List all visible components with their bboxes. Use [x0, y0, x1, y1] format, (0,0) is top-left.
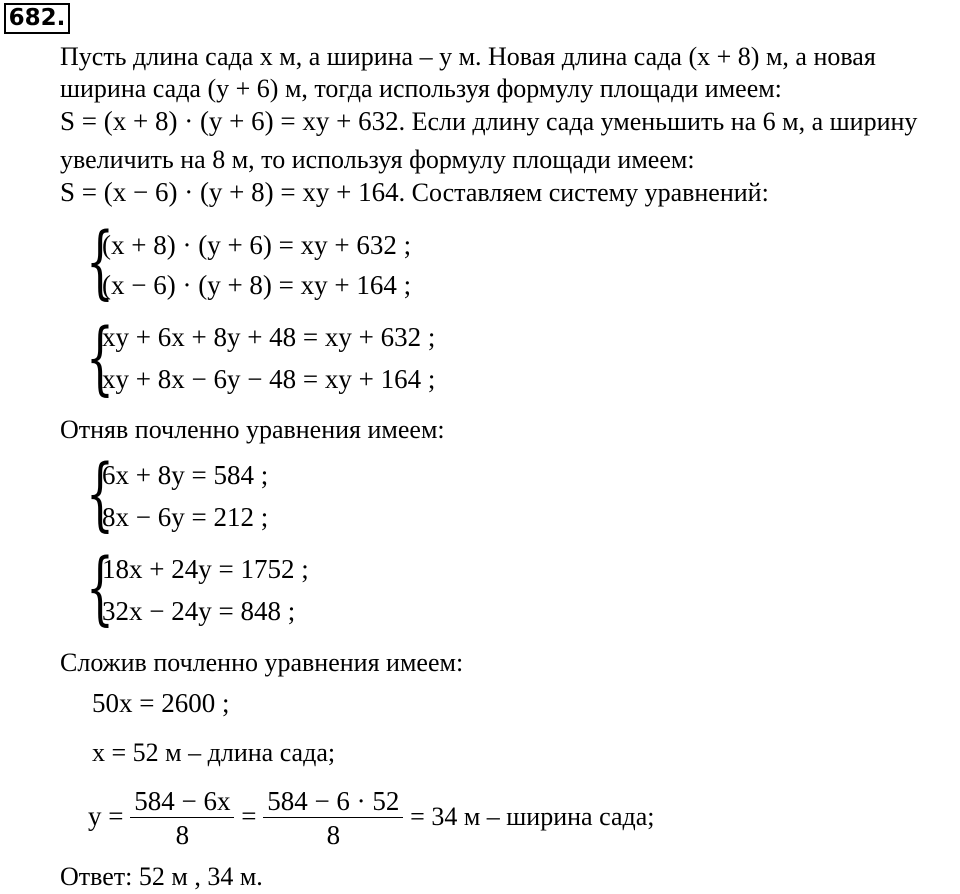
fraction-1-numerator: 584 − 6x — [130, 785, 234, 818]
paragraph-line-5 — [60, 177, 769, 208]
problem-number: 682. — [4, 3, 70, 34]
paragraph-line-3-text: . Если длину сада уменьшить на 6 м, а ширину — [398, 107, 918, 136]
fraction-2-denominator: 8 — [326, 820, 341, 851]
equation-y — [88, 782, 654, 852]
system-1-eq-1: (x + 8) · (y + 6) = xy + 632 ; — [102, 230, 412, 260]
paragraph-line-1: Пусть длина сада x м, а ширина – y м. Новая длина сада (x + 8) м, а новая — [60, 42, 876, 71]
system-4-eq-2: 32x − 24y = 848 ; — [102, 596, 296, 626]
paragraph-line-4: увеличить на 8 м, то используя формулу площади имеем: — [60, 145, 695, 174]
paragraph-line-2: ширина сада (y + 6) м, тогда используя формулу площади имеем: — [60, 74, 782, 103]
system-4-eq-1: 18x + 24y = 1752 ; — [102, 554, 309, 584]
fraction-2-numerator: 584 − 6 · 52 — [263, 785, 403, 818]
fraction-1-denominator: 8 — [175, 820, 190, 851]
y-lhs: y = — [88, 801, 124, 831]
y-rhs: = 34 м – ширина сада; — [410, 802, 655, 831]
area-equation-1: S = (x + 8) · (y + 6) = xy + 632 — [60, 106, 399, 136]
equation-50x: 50x = 2600 ; — [92, 688, 230, 718]
system-2-eq-2: xy + 8x − 6y − 48 = xy + 164 ; — [102, 364, 436, 394]
paragraph-line-5-text: . Составляем систему уравнений: — [398, 178, 769, 207]
add-text: Сложив почленно уравнения имеем: — [60, 648, 464, 677]
area-equation-2: S = (x − 6) · (y + 8) = xy + 164 — [60, 177, 399, 207]
system-2-eq-1: xy + 6x + 8y + 48 = xy + 632 ; — [102, 322, 436, 352]
equals-sign: = — [241, 801, 257, 831]
system-3-eq-2: 8x − 6y = 212 ; — [102, 502, 269, 532]
fraction-2 — [263, 785, 403, 852]
fraction-1 — [130, 785, 234, 852]
system-1-brace: { — [86, 215, 114, 308]
system-4-brace: { — [86, 541, 114, 634]
system-1-eq-2: (x − 6) · (y + 8) = xy + 164 ; — [102, 270, 412, 300]
subtract-text: Отняв почленно уравнения имеем: — [60, 415, 445, 444]
system-3-eq-1: 6x + 8y = 584 ; — [102, 460, 269, 490]
paragraph-line-3 — [60, 106, 917, 137]
answer-line: Ответ: 52 м , 34 м. — [60, 862, 263, 891]
system-3-brace: { — [86, 447, 114, 540]
equation-x: x = 52 м – длина сада; — [92, 738, 336, 767]
system-2-brace: { — [86, 311, 114, 404]
